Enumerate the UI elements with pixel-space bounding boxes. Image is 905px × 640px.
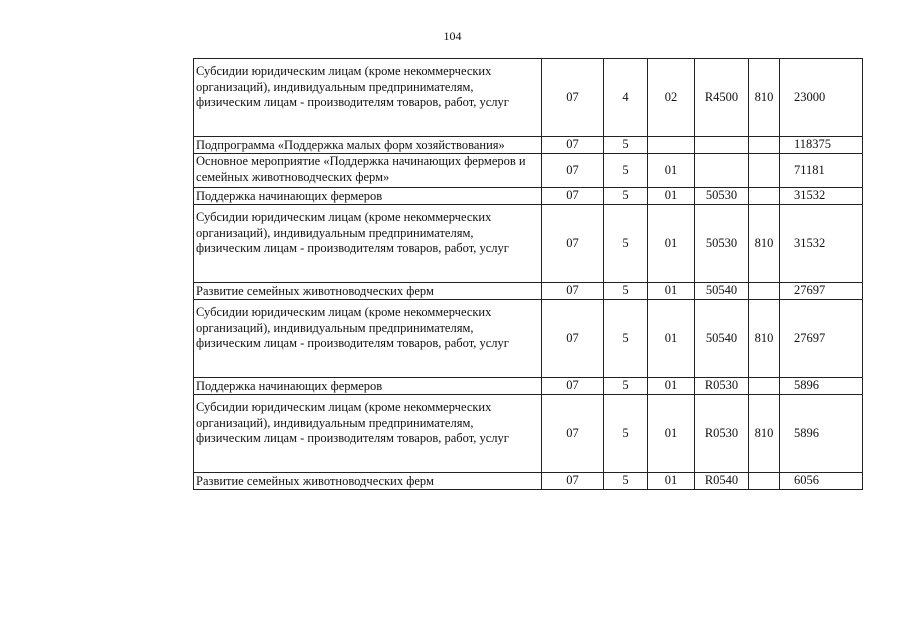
code-cell-c4: R0530 — [695, 395, 749, 473]
code-cell-c4: R0530 — [695, 378, 749, 395]
amount-cell: 23000 — [780, 59, 863, 137]
code-cell-c5: 810 — [749, 59, 780, 137]
row-name-line: Подпрограмма «Поддержка малых форм хозяйствования» — [196, 137, 505, 152]
table-row — [194, 283, 863, 300]
budget-table — [193, 58, 863, 490]
row-name-line: Поддержка начинающих фермеров — [196, 378, 383, 393]
amount-cell: 31532 — [780, 205, 863, 283]
code-cell-c2: 5 — [604, 205, 648, 283]
code-cell-c3: 01 — [648, 154, 695, 188]
code-cell-c3 — [648, 137, 695, 154]
row-name-line: физическим лицам - производителям товаров, работ, услуг — [196, 431, 509, 445]
row-name-cell — [194, 188, 542, 205]
row-name-line: физическим лицам - производителям товаров, работ, услуг — [196, 95, 509, 109]
code-cell-c5 — [749, 154, 780, 188]
code-cell-c5: 810 — [749, 395, 780, 473]
table-row — [194, 154, 863, 188]
row-name-line: Поддержка начинающих фермеров — [196, 188, 383, 203]
code-cell-c1: 07 — [542, 59, 604, 137]
code-cell-c3: 01 — [648, 395, 695, 473]
row-name-line: Субсидии юридическим лицам (кроме некоммерческих — [196, 210, 492, 224]
code-cell-c4: R4500 — [695, 59, 749, 137]
table-row — [194, 59, 863, 137]
code-cell-c1: 07 — [542, 395, 604, 473]
row-name-line: физическим лицам - производителям товаров, работ, услуг — [196, 241, 509, 255]
amount-cell: 6056 — [780, 473, 863, 490]
code-cell-c5 — [749, 283, 780, 300]
row-name-line: организаций), индивидуальным предпринимателям, — [196, 320, 474, 335]
code-cell-c4: 50540 — [695, 300, 749, 378]
code-cell-c4 — [695, 137, 749, 154]
table-row — [194, 395, 863, 473]
row-name-line: Субсидии юридическим лицам (кроме некоммерческих — [196, 64, 492, 78]
amount-cell: 27697 — [780, 283, 863, 300]
code-cell-c3: 01 — [648, 283, 695, 300]
code-cell-c3: 02 — [648, 59, 695, 137]
code-cell-c3: 01 — [648, 473, 695, 490]
row-name-line: организаций), индивидуальным предпринимателям, — [196, 79, 474, 94]
code-cell-c4: 50530 — [695, 205, 749, 283]
row-name-cell — [194, 154, 542, 188]
code-cell-c1: 07 — [542, 154, 604, 188]
row-name-line: Развитие семейных животноводческих ферм — [196, 473, 434, 488]
row-name-cell — [194, 378, 542, 395]
code-cell-c5 — [749, 137, 780, 154]
code-cell-c3: 01 — [648, 300, 695, 378]
code-cell-c4: 50530 — [695, 188, 749, 205]
code-cell-c3: 01 — [648, 188, 695, 205]
row-name-cell — [194, 137, 542, 154]
code-cell-c1: 07 — [542, 283, 604, 300]
code-cell-c2: 5 — [604, 300, 648, 378]
amount-cell: 118375 — [780, 137, 863, 154]
code-cell-c1: 07 — [542, 205, 604, 283]
code-cell-c1: 07 — [542, 137, 604, 154]
code-cell-c5 — [749, 473, 780, 490]
code-cell-c5 — [749, 188, 780, 205]
row-name-line: семейных животноводческих ферм» — [196, 169, 390, 184]
code-cell-c2: 5 — [604, 283, 648, 300]
table-row — [194, 378, 863, 395]
table-row — [194, 473, 863, 490]
row-name-cell — [194, 395, 542, 473]
row-name-cell — [194, 205, 542, 283]
amount-cell: 5896 — [780, 395, 863, 473]
row-name-line: Основное мероприятие «Поддержка начинающих фермеров и — [196, 154, 526, 168]
code-cell-c1: 07 — [542, 300, 604, 378]
amount-cell: 71181 — [780, 154, 863, 188]
amount-cell: 27697 — [780, 300, 863, 378]
row-name-cell — [194, 283, 542, 300]
amount-cell: 5896 — [780, 378, 863, 395]
page-number: 104 — [443, 29, 462, 43]
code-cell-c1: 07 — [542, 473, 604, 490]
row-name-line: Субсидии юридическим лицам (кроме некоммерческих — [196, 305, 492, 319]
row-name-cell — [194, 59, 542, 137]
row-name-line: Развитие семейных животноводческих ферм — [196, 283, 434, 298]
code-cell-c2: 5 — [604, 395, 648, 473]
code-cell-c2: 5 — [604, 473, 648, 490]
code-cell-c5 — [749, 378, 780, 395]
row-name-line: организаций), индивидуальным предпринимателям, — [196, 415, 474, 430]
code-cell-c1: 07 — [542, 188, 604, 205]
table-row — [194, 205, 863, 283]
row-name-line: физическим лицам - производителям товаров, работ, услуг — [196, 336, 509, 350]
code-cell-c4 — [695, 154, 749, 188]
code-cell-c3: 01 — [648, 378, 695, 395]
code-cell-c3: 01 — [648, 205, 695, 283]
code-cell-c2: 5 — [604, 188, 648, 205]
row-name-line: организаций), индивидуальным предпринимателям, — [196, 225, 474, 240]
code-cell-c2: 5 — [604, 378, 648, 395]
code-cell-c2: 4 — [604, 59, 648, 137]
row-name-cell — [194, 300, 542, 378]
code-cell-c5: 810 — [749, 205, 780, 283]
table-row — [194, 300, 863, 378]
table-row — [194, 188, 863, 205]
code-cell-c5: 810 — [749, 300, 780, 378]
row-name-line: Субсидии юридическим лицам (кроме некоммерческих — [196, 400, 492, 414]
code-cell-c2: 5 — [604, 137, 648, 154]
row-name-cell — [194, 473, 542, 490]
code-cell-c4: R0540 — [695, 473, 749, 490]
amount-cell: 31532 — [780, 188, 863, 205]
table-row — [194, 137, 863, 154]
code-cell-c1: 07 — [542, 378, 604, 395]
code-cell-c4: 50540 — [695, 283, 749, 300]
code-cell-c2: 5 — [604, 154, 648, 188]
